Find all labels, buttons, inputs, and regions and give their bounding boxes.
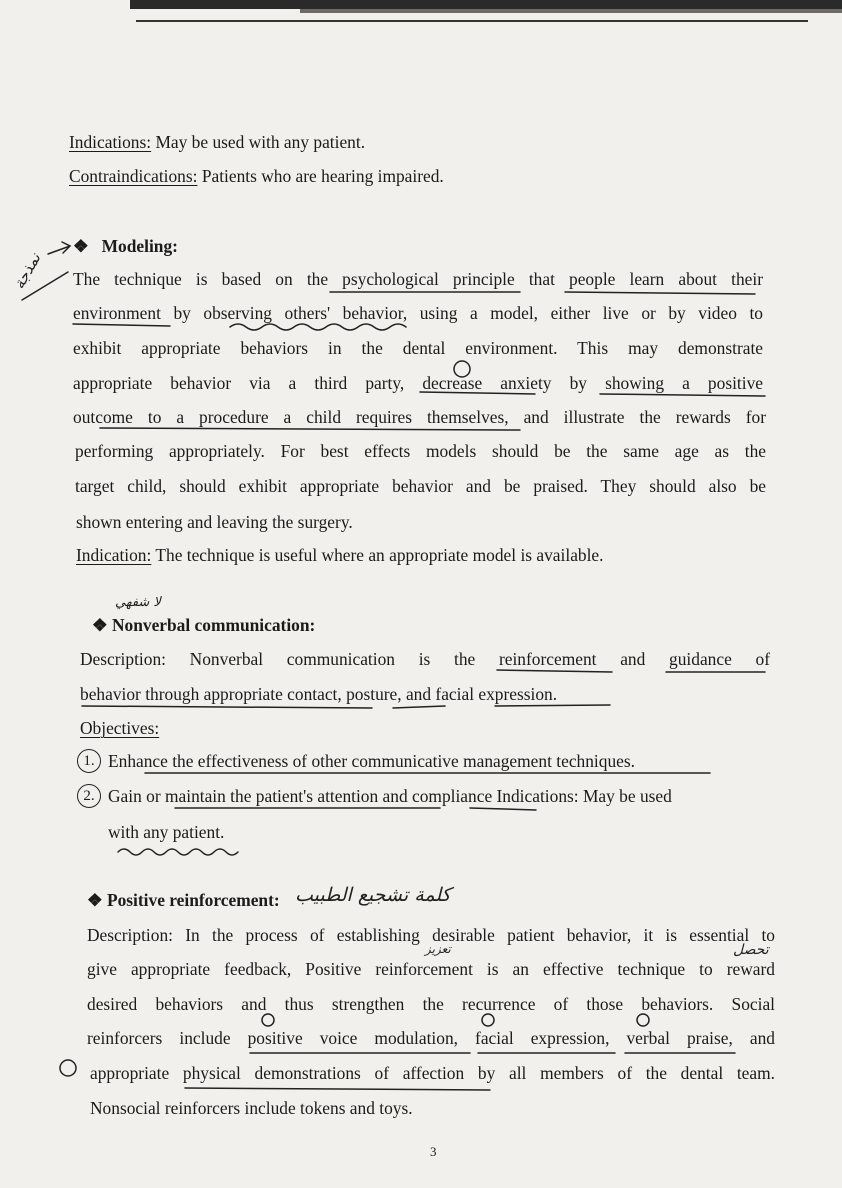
objective-item: Gain or maintain the patient's attention and compliance Indications: May be used xyxy=(108,786,672,806)
pen-underline xyxy=(470,808,536,810)
objective-continuation: with any patient. xyxy=(108,822,225,842)
handwritten-reinforce-note: تعزيز xyxy=(425,942,451,956)
contraindications-label: Contraindications: xyxy=(69,166,198,186)
pen-squiggle xyxy=(118,849,238,855)
positive-desc-line: reinforcers include positive voice modulation, facial expression, verbal praise, and xyxy=(87,1028,775,1048)
pen-underline xyxy=(565,292,755,294)
modeling-indication-label: Indication: xyxy=(76,545,152,565)
margin-slash xyxy=(22,272,68,300)
pen-squiggle xyxy=(230,324,406,330)
pen-circle-mark xyxy=(262,1014,274,1026)
nonverbal-desc-line: behavior through appropriate contact, posture, and facial expression. xyxy=(80,684,558,704)
handwritten-reward-note: تحصل xyxy=(733,942,769,958)
diamond-bullet-icon: ❖ xyxy=(92,615,108,635)
positive-desc-line: desired behaviors and thus strengthen the recurrence of those behaviors. Social xyxy=(87,994,775,1014)
pen-underline xyxy=(495,705,610,706)
positive-desc-line: give appropriate feedback, Positive reinforcement is an effective technique to reward xyxy=(87,959,775,979)
indications-label: Indications: xyxy=(69,132,152,152)
positive-desc-line: Nonsocial reinforcers include tokens and toys. xyxy=(90,1098,413,1118)
modeling-indication-text: The technique is useful where an appropriate model is available. xyxy=(151,545,604,565)
pen-underline xyxy=(100,428,520,430)
modeling-line: environment by observing others' behavior, using a model, either live or by video to xyxy=(73,303,763,323)
pen-underline xyxy=(420,392,535,394)
pen-underline xyxy=(82,706,372,708)
pen-underline xyxy=(497,670,612,672)
nonverbal-title: Nonverbal communication: xyxy=(111,615,316,635)
modeling-line: outcome to a procedure a child requires themselves, and illustrate the rewards for xyxy=(73,407,766,427)
pen-circle-mark xyxy=(637,1014,649,1026)
objective-number-circle: 2. xyxy=(77,784,101,808)
positive-desc-line: appropriate physical demonstrations of affection by all members of the dental team. xyxy=(90,1063,775,1083)
positive-title: Positive reinforcement: xyxy=(106,890,280,910)
nonverbal-desc-line: Description: Nonverbal communication is the reinforcement and guidance of xyxy=(80,649,770,669)
pen-circle-mark xyxy=(454,361,470,377)
pen-underline xyxy=(185,1088,490,1090)
positive-desc-line: Description: In the process of establishing desirable patient behavior, it is essential to xyxy=(87,925,775,945)
arrow-mark xyxy=(48,242,70,254)
modeling-line: shown entering and leaving the surgery. xyxy=(76,512,353,532)
objectives-label: Objectives: xyxy=(80,718,160,738)
modeling-line: appropriate behavior via a third party, decrease anxiety by showing a positive xyxy=(73,373,763,393)
pen-circle-mark xyxy=(482,1014,494,1026)
objective-number-circle: 1. xyxy=(77,749,101,773)
handwritten-nonverbal-note: لا شفهي xyxy=(115,595,161,610)
modeling-line: target child, should exhibit appropriate behavior and be praised. They should also be xyxy=(75,476,766,496)
modeling-line: The technique is based on the psychological principle that people learn about their xyxy=(73,269,763,289)
page-number: 3 xyxy=(430,1144,437,1159)
handwritten-positive-note: كلمة تشجيع الطبيب xyxy=(295,884,451,906)
pen-circle-mark xyxy=(60,1060,76,1076)
diamond-bullet-icon: ❖ xyxy=(73,236,89,256)
contraindications-text: Patients who are hearing impaired. xyxy=(197,166,444,186)
diamond-bullet-icon: ❖ xyxy=(87,890,103,910)
pen-underline xyxy=(600,394,765,396)
indications-text: May be used with any patient. xyxy=(151,132,366,152)
modeling-line: exhibit appropriate behaviors in the dental environment. This may demonstrate xyxy=(73,338,763,358)
pen-underline xyxy=(393,706,445,708)
objective-item: Enhance the effectiveness of other communicative management techniques. xyxy=(108,751,635,771)
modeling-title: Modeling: xyxy=(101,236,178,256)
pen-underline xyxy=(73,324,170,326)
modeling-line: performing appropriately. For best effects models should be the same age as the xyxy=(75,441,766,461)
handwritten-margin-note: نمذجة xyxy=(9,250,45,292)
